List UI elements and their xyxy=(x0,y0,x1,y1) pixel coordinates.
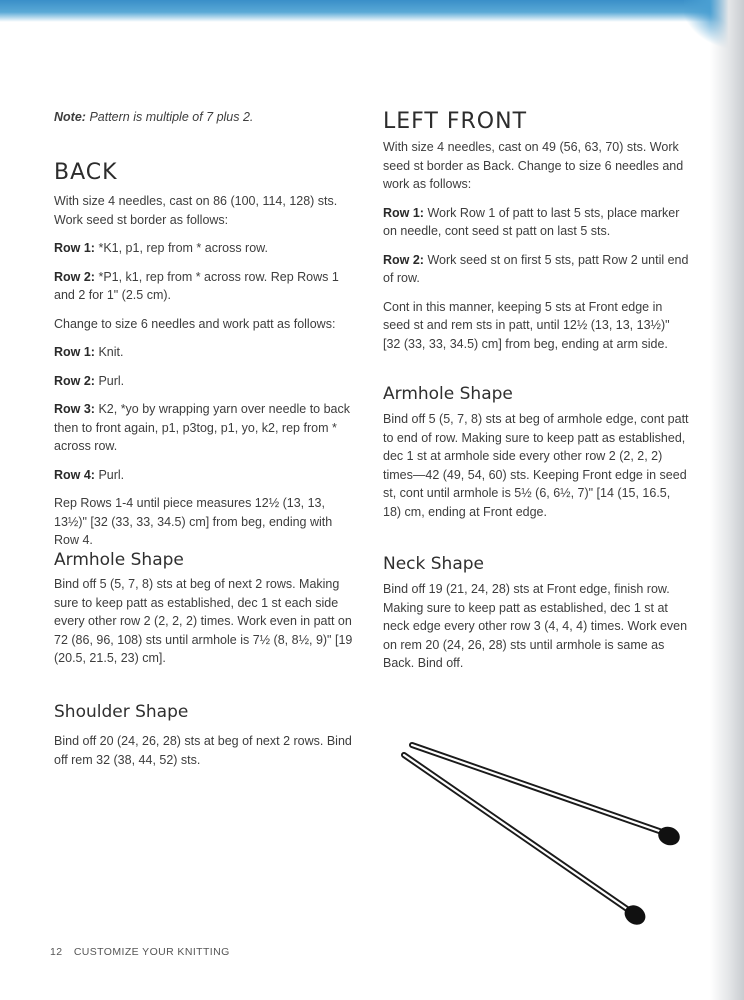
knitting-needles-icon xyxy=(390,735,690,935)
back-patt-row-3 xyxy=(54,400,360,456)
page-top-edge xyxy=(0,0,744,22)
back-armhole-text: Bind off 5 (5, 7, 8) sts at beg of next 2 rows. Making sure to keep patt as established, dec 1 st each side every other row 2 (2, 2, 2) times. Work even in patt on 72 (86, 96, 108) sts until armhole is 7½ (8, 8½, 9)" [19 (20.5, 21.5, 23) cm]. xyxy=(54,577,353,665)
row-label: Row 2: xyxy=(54,269,95,284)
row-label: Row 4: xyxy=(54,467,95,482)
left-front-heading: LEFT FRONT xyxy=(383,109,528,134)
back-row-1 xyxy=(54,239,360,258)
left-front-armhole-text: Bind off 5 (5, 7, 8) sts at beg of armhole edge, cont patt to end of row. Making sure to keep patt as established, dec 1 st at armhole side every other row 2 (2, 2, 2) times—42 (49, 54, 60) sts. Keeping Front edge in seed st, cont until armhole is 5½ (6, 6½, 7)" [14 (15, 16.5, 18) cm, ending at Front edge. xyxy=(383,412,689,519)
row-text: *P1, k1, rep from * across row. Rep Rows 1 and 2 for 1" (2.5 cm). xyxy=(54,269,339,302)
row-text: Purl. xyxy=(94,467,125,482)
row-text: Work seed st on first 5 sts, patt Row 2 until end of row. xyxy=(383,252,689,285)
row-label: Row 2: xyxy=(383,252,424,267)
needle-upper xyxy=(412,745,682,848)
back-instructions xyxy=(54,192,360,560)
left-front-armhole-heading: Armhole Shape xyxy=(383,384,513,404)
back-shoulder-text: Bind off 20 (24, 26, 28) sts at beg of next 2 rows. Bind off rem 32 (38, 44, 52) sts. xyxy=(54,734,352,767)
back-shoulder-heading: Shoulder Shape xyxy=(54,702,189,722)
book-title: CUSTOMIZE YOUR KNITTING xyxy=(73,946,230,958)
back-patt-row-4 xyxy=(54,466,360,485)
row-text: Work Row 1 of patt to last 5 sts, place marker on needle, cont seed st patt on last 5 sts. xyxy=(383,205,680,238)
back-cast-on: With size 4 needles, cast on 86 (100, 114, 128) sts. Work seed st border as follows: xyxy=(54,194,338,227)
back-patt-row-2 xyxy=(54,372,360,391)
row-label: Row 1: xyxy=(54,345,95,359)
neck-shape-text: Bind off 19 (21, 24, 28) sts at Front edge, finish row. Making sure to keep patt as established, dec 1 st at neck edge every other row 3 (4, 4, 4) times. Work even on rem 20 (24, 26, 28) sts until armhole is same as Back. Bind off. xyxy=(383,582,688,670)
left-front-instructions xyxy=(383,138,689,363)
left-front-cast-on: With size 4 needles, cast on 49 (56, 63, 70) sts. Work seed st border as Back. Change to size 6 needles and work as follows: xyxy=(383,140,684,191)
pattern-note xyxy=(54,110,253,124)
page-number: 12 xyxy=(50,946,63,958)
row-text: *K1, p1, rep from * across row. xyxy=(94,241,268,255)
left-front-armhole-block xyxy=(383,410,689,531)
note-text: Pattern is multiple of 7 plus 2. xyxy=(89,110,254,124)
needle-lower xyxy=(404,755,649,929)
back-armhole-heading: Armhole Shape xyxy=(54,550,184,570)
row-label: Row 1: xyxy=(54,241,95,255)
note-label: Note: xyxy=(54,110,86,124)
row-label: Row 3: xyxy=(54,402,95,416)
row-text: Knit. xyxy=(94,345,124,359)
back-shoulder-block xyxy=(54,732,360,779)
neck-shape-block xyxy=(383,580,689,683)
row-text: K2, *yo by wrapping yarn over needle to back then to front again, p1, p3tog, p1, yo, k2, rep from * across row. xyxy=(54,402,350,453)
left-front-continue: Cont in this manner, keeping 5 sts at Front edge in seed st and rem sts in patt, until 12½ (13, 13, 13½)" [32 (33, 33, 34.5) cm] from beg, ending at arm side. xyxy=(383,299,670,351)
left-front-row-1 xyxy=(383,204,689,241)
page-footer xyxy=(50,946,230,958)
row-label: Row 1: xyxy=(383,205,424,220)
row-text: Purl. xyxy=(94,373,125,388)
back-change-needles: Change to size 6 needles and work patt as follows: xyxy=(54,316,336,331)
page-binding-shadow xyxy=(710,0,744,1000)
back-heading: BACK xyxy=(54,160,118,185)
back-armhole-block xyxy=(54,575,360,678)
back-patt-row-1 xyxy=(54,343,360,362)
back-repeat: Rep Rows 1-4 until piece measures 12½ (13, 13, 13½)" [32 (33, 33, 34.5) cm] from beg, ending with Row 4. xyxy=(54,496,333,547)
back-row-2 xyxy=(54,268,360,305)
left-front-row-2 xyxy=(383,251,689,288)
neck-shape-heading: Neck Shape xyxy=(383,554,485,574)
row-label: Row 2: xyxy=(54,373,95,388)
